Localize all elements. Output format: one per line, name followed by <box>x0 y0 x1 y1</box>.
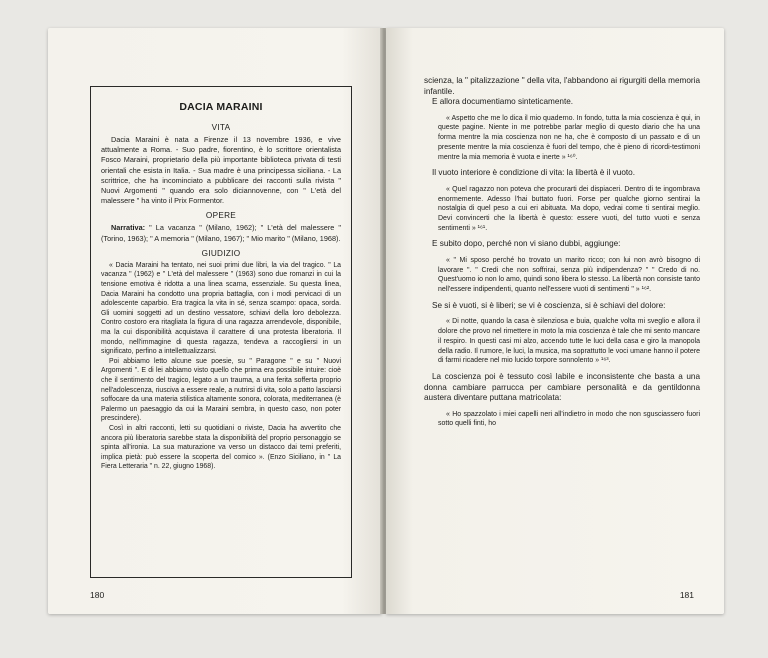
quote-2: « Quel ragazzo non poteva che procurarti dei dispiaceri. Dentro di te ingombrava enormemente. Adesso l'hai buttato fuori. Forse per qualche giorno sentirai la nostalgia di quel peso a cui eri abituata. Ma dopo, vedrai come ti sentirai meglio. Devi convincerti che la libertà è questo: essere vuoti, del tutto vuoti e senza sentimenti » ¹⁶¹. <box>438 185 700 232</box>
opere-text <box>101 223 341 243</box>
quote-4: « Di notte, quando la casa è silenziosa e buia, qualche volta mi sveglio e allora il dolore che provo nel rimettere in moto la mia coscienza è tale che mi sento mancare il respiro. In questi casi mi alzo, accendo tutte le luci della casa e giro la manopola della radio. Il rumore, le luci, la musica, ma soprattutto le voci umane hanno il potere di farmi ricadere nel mio lucido torpore sonnolento » ¹⁶³. <box>438 318 700 365</box>
author-name: DACIA MARAINI <box>179 101 263 113</box>
right-paragraph-5: Se si è vuoti, si è liberi; se vi è coscienza, si è schiavi del dolore: <box>432 300 666 310</box>
right-paragraph-4: E subito dopo, perché non vi siano dubbi, aggiunge: <box>432 239 621 249</box>
right-column <box>424 76 700 429</box>
opere-list: " La vacanza " (Milano, 1962); " L'età del malessere " (Torino, 1963); " A memoria " (Milano, 1967); " Mio marito " (Milano, 1968). <box>101 223 341 243</box>
quote-1: « Aspetto che me lo dica il mio quaderno. In fondo, tutta la mia coscienza è qui, in queste pagine. Niente in me potrebbe parlar meglio di questo diario che ha una forma mentre la mia coscienza non ne ha, che è composto di un passato e di un presente mentre la mia coscienza è fuori del tempo, che è pieno di ricordi-testimoni mentre la mia memoria è vuota e inerte » ¹⁶⁰. <box>438 114 700 161</box>
opere-label: Narrativa: <box>111 223 146 233</box>
vita-text: Dacia Maraini è nata a Firenze il 13 novembre 1936, e vive attualmente a Roma. - Suo padre, fiorentino, è lo scrittore orientalista Fosco Maraini, proprietario della più importante biblioteca privata di testi orientali che esista in Italia. - Sua madre è una principessa siciliana. - La scrittrice, che ha incominciato a pubblicare dei racconti sulla rivista " Nuovi Argomenti " quando era solo diciannovenne, con " L'età del malessere " ha vinto il Prix Formentor. <box>101 135 341 206</box>
open-book <box>48 28 724 614</box>
right-paragraph-3: Il vuoto interiore è condizione di vita: la libertà è il vuoto. <box>432 168 635 178</box>
opere-heading: OPERE <box>205 211 237 221</box>
vita-heading: VITA <box>211 123 231 132</box>
right-paragraph-1: scienza, la " pitalizzazione " della vita, l'abbandono ai rigurgiti della memoria infantile. <box>424 76 700 96</box>
right-paragraph-2: E allora documentiamo sinteticamente. <box>432 97 574 107</box>
giudizio-heading: GIUDIZIO <box>201 248 241 258</box>
giudizio-paragraph-2: Poi abbiamo letto alcune sue poesie, su " Paragone " e su " Nuovi Argomenti ". E di lei abbiamo visto quello che prima era possibile intuire: cioè che il sentimento del tragico, legato a un trauma, a una ferita sofferta proprio nell'adolescenza, riusciva a essere reale, a nutrirsi di vita, solo a patto lasciarsi soffocare da una materia stilistica altamente sonora, colorata, mediterranea (è Palermo un paesaggio da cui la Maraini sembra, in questo caso, non poter prescindere). <box>101 357 341 423</box>
page-number-right: 181 <box>679 590 694 600</box>
left-page <box>48 28 382 614</box>
giudizio-paragraph-1: « Dacia Maraini ha tentato, nei suoi primi due libri, la via del tragico. " La vacanza " (1962) e " L'età del malessere " (1963) sono due romanzi in cui la tensione emotiva è ridotta a una linea scarna, essenziale. Su questa linea, Dacia Maraini ha condotto una propria battaglia, con i modi pervicaci di un adolescente caparbio. Era tragica la vita in sé, senza scampo: opaca, sorda. Gli uomini soggetti ad un destino vessatore, schiavi della loro debolezza. Contro costoro era ritagliata la figura di una ragazza arrendevole, disponibile, ma la cui disponibilità acquistava il carattere di una protesta liberatoria. Il mondo, nell'immagine di questa ragazza, tendeva a raccogliersi in un significato, perfino a intellettualizzarsi. <box>101 261 341 356</box>
author-box <box>90 86 352 578</box>
page-number-left: 180 <box>90 590 105 600</box>
quote-5: « Ho spazzolato i miei capelli neri all'indietro in modo che non sgusciassero fuori sotto quelli finti, ho <box>438 410 700 428</box>
giudizio-paragraph-3: Così in altri racconti, letti su quotidiani o riviste, Dacia ha avvertito che ancora più liberatoria sarebbe stata la disponibilità del proprio personaggio se spinta all'ironia. La sua maturazione va verso un distacco dai temi preferiti, implica pietà: può essere la scoperta del comico ». (Enzo Siciliano, in " La Fiera Letteraria " n. 22, giugno 1968). <box>101 424 341 471</box>
quote-3: « " Mi sposo perché ho trovato un marito ricco; con lui non avrò bisogno di lavorare ". " Credi che non soffrirai, senza più indipendenza? " " Credo di no. Quest'uomo io non lo amo, quindi sono libera lo stesso. La libertà non consiste tanto nell'essere indipendenti, quanto nell'essere vuoti di sentimenti " » ¹⁶². <box>438 257 700 294</box>
right-paragraph-6: La coscienza poi è tessuto così labile e inconsistente che basta a una donna cambiare parrucca per cambiare personalità e da gentildonna austera diventare puttana matricolata: <box>424 371 700 403</box>
right-page <box>386 28 724 614</box>
